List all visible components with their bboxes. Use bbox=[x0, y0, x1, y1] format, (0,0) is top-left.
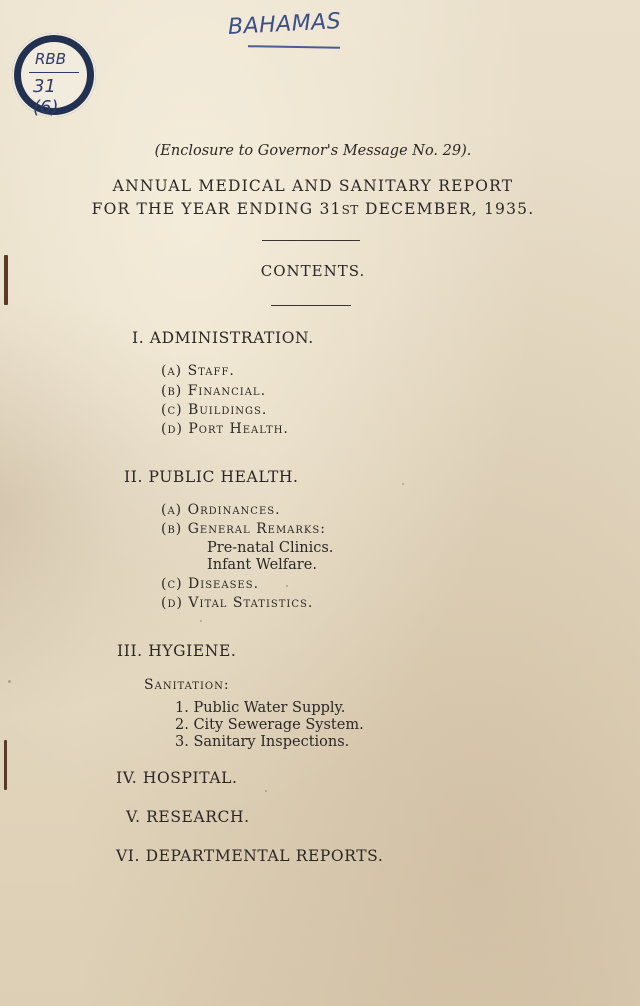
list-item: (a) Staff. bbox=[161, 363, 235, 379]
list-item: (c) Diseases. bbox=[161, 576, 260, 592]
divider-rule bbox=[271, 305, 351, 306]
list-item: (c) Buildings. bbox=[161, 402, 268, 418]
binding-mark bbox=[4, 740, 7, 790]
section-heading-hygiene: III. HYGIENE. bbox=[117, 642, 237, 660]
list-item: (d) Vital Statistics. bbox=[161, 595, 314, 611]
sub-list-item: Infant Welfare. bbox=[207, 557, 317, 573]
report-title-line1: ANNUAL MEDICAL AND SANITARY REPORT bbox=[112, 177, 514, 195]
divider-rule bbox=[262, 240, 360, 241]
contents-heading: CONTENTS. bbox=[260, 262, 366, 280]
library-stamp bbox=[12, 33, 96, 117]
handwritten-underline bbox=[248, 45, 340, 49]
list-item: 3. Sanitary Inspections. bbox=[175, 734, 350, 750]
report-title-line2: FOR THE YEAR ENDING 31ST DECEMBER, 1935. bbox=[91, 200, 535, 218]
handwritten-country-note: BAHAMAS bbox=[227, 9, 342, 40]
list-item: 2. City Sewerage System. bbox=[175, 717, 364, 733]
list-item: (a) Ordinances. bbox=[161, 502, 281, 518]
section-heading-departmental-reports: VI. DEPARTMENTAL REPORTS. bbox=[116, 847, 384, 865]
sanitation-label: Sanitation: bbox=[144, 677, 230, 693]
section-heading-research: V. RESEARCH. bbox=[126, 808, 250, 826]
stamp-volume-number: 31 (6) bbox=[33, 76, 59, 118]
section-heading-administration: I. ADMINISTRATION. bbox=[132, 329, 314, 347]
list-item: (b) Financial. bbox=[161, 383, 267, 399]
list-item: (b) General Remarks: bbox=[161, 521, 326, 537]
list-item: (d) Port Health. bbox=[161, 421, 289, 437]
sub-list-item: Pre-natal Clinics. bbox=[207, 540, 334, 556]
list-item: 1. Public Water Supply. bbox=[175, 700, 346, 716]
stamp-collection-code: RBB bbox=[35, 50, 67, 68]
section-heading-public-health: II. PUBLIC HEALTH. bbox=[124, 468, 299, 486]
section-heading-hospital: IV. HOSPITAL. bbox=[116, 769, 238, 787]
enclosure-note: (Enclosure to Governor's Message No. 29). bbox=[154, 143, 472, 159]
